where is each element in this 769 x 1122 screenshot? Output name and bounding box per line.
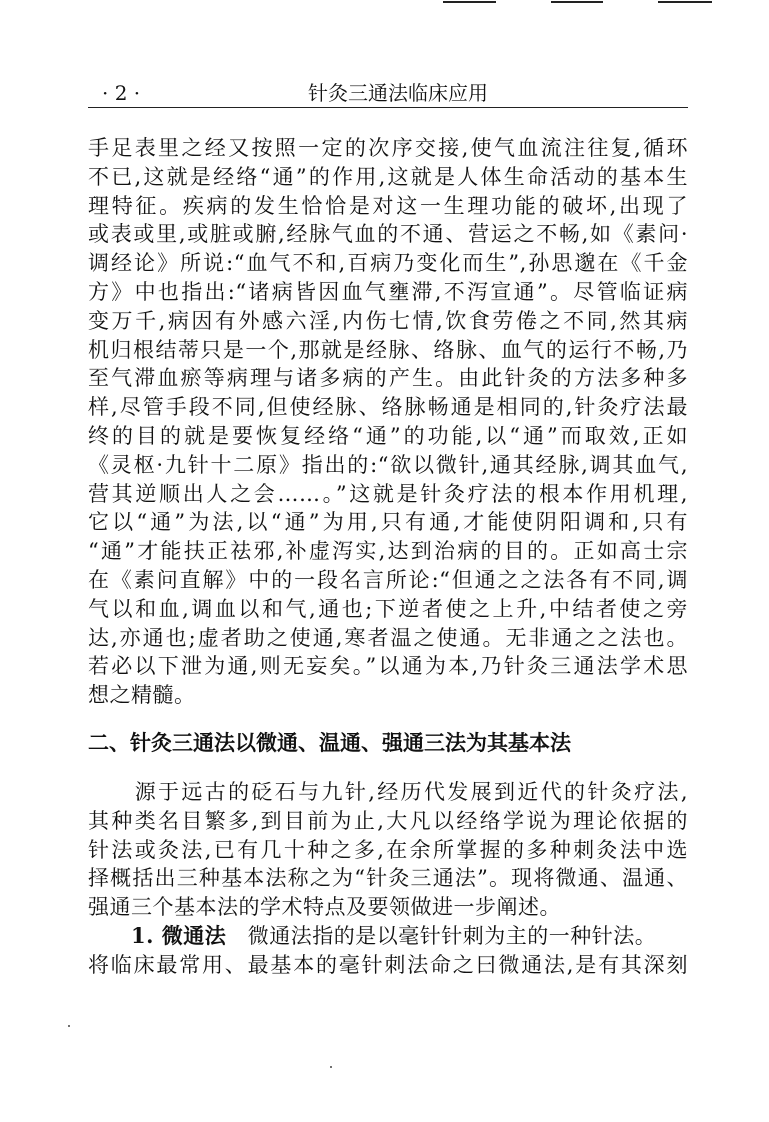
- page-header: [88, 78, 688, 108]
- text-line: 至气滞血瘀等病理与诸多病的产生。由此针灸的方法多种多: [88, 366, 688, 391]
- text-line: 机归根结蒂只是一个,那就是经脉、络脉、血气的运行不畅,乃: [88, 337, 688, 362]
- text-line: 不已,这就是经络“通”的作用,这就是人体生命活动的基本生: [88, 164, 688, 189]
- subsection-text: 微通法指的是以毫针针刺为主的一种针法。: [226, 924, 657, 948]
- text-line: 《灵枢·九针十二原》指出的:“欲以微针,通其经脉,调其血气,: [88, 452, 688, 477]
- paragraph-1: [88, 134, 688, 710]
- scan-artifact: [551, 1, 603, 3]
- text-line: 达,亦通也;虚者助之使通,寒者温之使通。无非通之之法也。: [88, 625, 688, 650]
- paragraph-2: [88, 778, 688, 922]
- text-line: “通”才能扶正祛邪,补虚泻实,达到治病的目的。正如高士宗: [88, 539, 688, 564]
- page-number: · 2 ·: [102, 81, 141, 105]
- text-line: 调经论》所说:“血气不和,百病乃变化而生”,孙思邈在《千金: [88, 251, 688, 276]
- text-line: 强通三个基本法的学术特点及要领做进一步阐述。: [88, 895, 561, 920]
- text-line: 针法或灸法,已有几十种之多,在余所掌握的多种刺灸法中选: [88, 837, 688, 862]
- section-heading: 二、针灸三通法以微通、温通、强通三法为其基本法: [88, 730, 571, 755]
- text-line: 其种类名目繁多,到目前为止,大凡以经络学说为理论依据的: [88, 808, 688, 833]
- scan-artifact: [658, 1, 712, 3]
- text-line: 它以“通”为法,以“通”为用,只有通,才能使阴阳调和,只有: [88, 510, 688, 535]
- text-line: 想之精髓。: [88, 683, 196, 708]
- text-line: 或表或里,或脏或腑,经脉气血的不通、营运之不畅,如《素问·: [88, 222, 688, 247]
- text-line: 将临床最常用、最基本的毫针刺法命之曰微通法,是有其深刻: [88, 952, 688, 977]
- header-rule: [88, 107, 688, 108]
- running-title: 针灸三通法临床应用: [308, 81, 488, 105]
- text-line: 方》中也指出:“诸病皆因血气壅滞,不泻宣通”。尽管临证病: [88, 279, 688, 304]
- text-line: 终的目的就是要恢复经络“通”的功能,以“通”而取效,正如: [88, 423, 688, 448]
- subsection-1: [88, 922, 688, 980]
- scan-artifact: [443, 1, 496, 3]
- subsection-label: 1. 微通法: [88, 923, 227, 948]
- text-line: 若必以下泄为通,则无妄矣。”以通为本,乃针灸三通法学术思: [88, 654, 688, 679]
- subsection-first-line: [88, 922, 688, 951]
- text-line: 手足表里之经又按照一定的次序交接,使气血流注往复,循环: [88, 136, 688, 160]
- text-line: 营其逆顺出人之会……。”这就是针灸疗法的根本作用机理,: [88, 481, 688, 506]
- text-line: 气以和血,调血以和气,通也;下逆者使之上升,中结者使之旁: [88, 596, 688, 621]
- text-line: 在《素问直解》中的一段名言所论:“但通之之法各有不同,调: [88, 567, 688, 592]
- scan-speck: [68, 1025, 70, 1027]
- text-line: 变万千,病因有外感六淫,内伤七情,饮食劳倦之不同,然其病: [88, 308, 688, 333]
- scan-speck: [330, 1066, 332, 1068]
- text-line: 择概括出三种基本法称之为“针灸三通法”。现将微通、温通、: [88, 866, 688, 891]
- text-line: 理特征。疾病的发生恰恰是对这一生理功能的破坏,出现了: [88, 193, 688, 218]
- text-line: 样,尽管手段不同,但使经脉、络脉畅通是相同的,针灸疗法最: [88, 395, 688, 420]
- text-line: 源于远古的砭石与九针,经历代发展到近代的针灸疗法,: [88, 780, 688, 804]
